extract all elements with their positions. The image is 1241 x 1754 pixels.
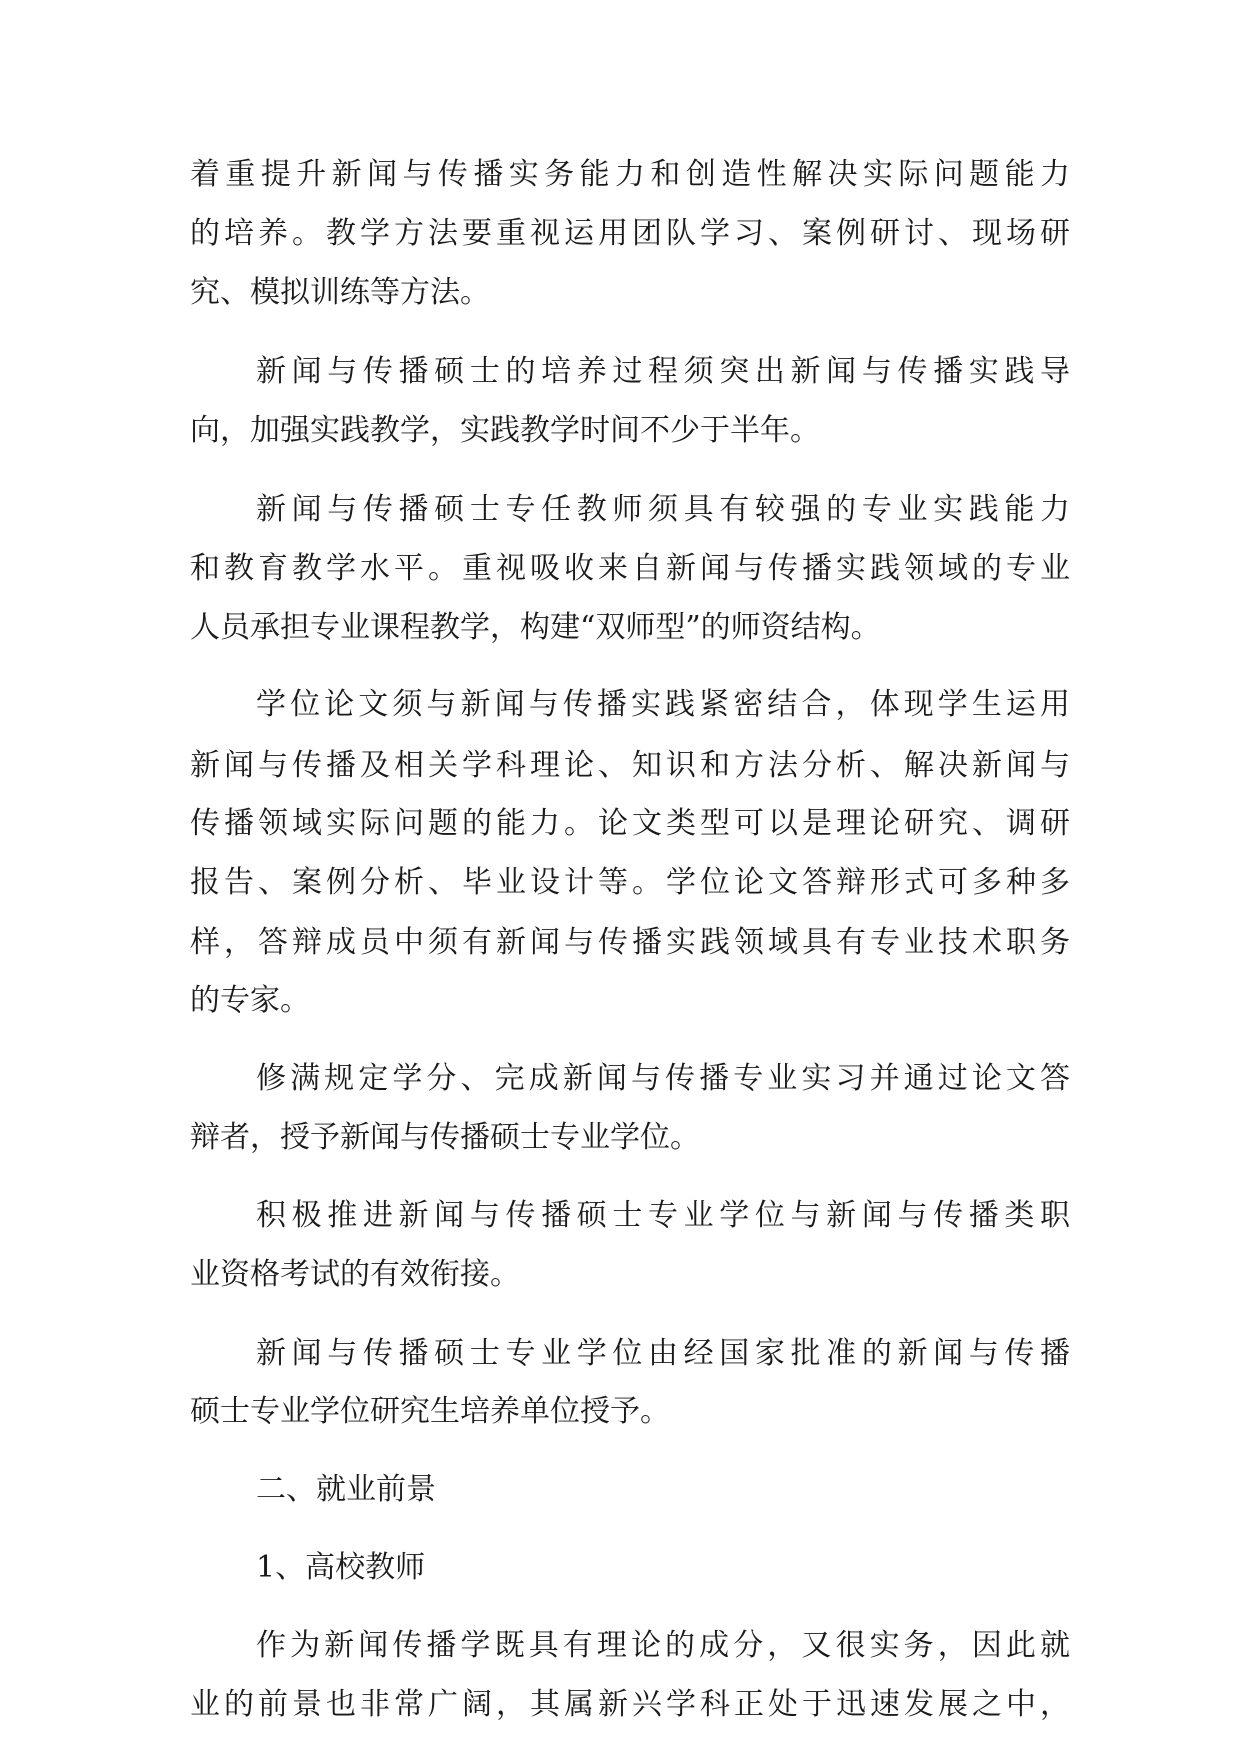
paragraph-first-line: 新闻与传播硕士的培养过程须突出新闻与传播实践导 <box>256 354 1070 389</box>
paragraph-first-line: 新闻与传播硕士专任教师须具有较强的专业实践能力 <box>256 492 1070 527</box>
subsection-heading: 1、高校教师 <box>256 1550 426 1585</box>
text-line: 和教育教学水平。重视吸收来自新闻与传播实践领域的专业 <box>190 551 1070 586</box>
text-line: 样，答辩成员中须有新闻与传播实践领域具有专业技术职务 <box>190 925 1070 960</box>
text-line: 向，加强实践教学，实践教学时间不少于半年。 <box>190 413 820 448</box>
text-line: 究、模拟训练等方法。 <box>190 275 490 310</box>
text-line: 辩者，授予新闻与传播硕士专业学位。 <box>190 1120 700 1155</box>
text-line: 传播领域实际问题的能力。论文类型可以是理论研究、调研 <box>190 806 1070 841</box>
text-line: 业的前景也非常广阔，其属新兴学科正处于迅速发展之中， <box>190 1687 1070 1722</box>
section-heading: 二、就业前景 <box>256 1472 436 1507</box>
text-line: 着重提升新闻与传播实务能力和创造性解决实际问题能力 <box>190 157 1070 192</box>
paragraph-first-line: 新闻与传播硕士专业学位由经国家批准的新闻与传播 <box>256 1336 1070 1371</box>
text-line: 人员承担专业课程教学，构建“双师型”的师资结构。 <box>190 610 881 645</box>
paragraph-first-line: 积极推进新闻与传播硕士专业学位与新闻与传播类职 <box>256 1198 1070 1233</box>
text-line: 的专家。 <box>190 983 310 1018</box>
text-line: 的培养。教学方法要重视运用团队学习、案例研讨、现场研 <box>190 216 1070 251</box>
text-line: 业资格考试的有效衔接。 <box>190 1257 520 1292</box>
paragraph-first-line: 作为新闻传播学既具有理论的成分，又很实务，因此就 <box>256 1628 1070 1663</box>
paragraph-first-line: 学位论文须与新闻与传播实践紧密结合，体现学生运用 <box>256 687 1070 722</box>
paragraph-first-line: 修满规定学分、完成新闻与传播专业实习并通过论文答 <box>256 1061 1070 1096</box>
text-line: 报告、案例分析、毕业设计等。学位论文答辩形式可多种多 <box>190 865 1070 900</box>
text-line: 硕士专业学位研究生培养单位授予。 <box>190 1394 670 1429</box>
text-line: 新闻与传播及相关学科理论、知识和方法分析、解决新闻与 <box>190 748 1070 783</box>
